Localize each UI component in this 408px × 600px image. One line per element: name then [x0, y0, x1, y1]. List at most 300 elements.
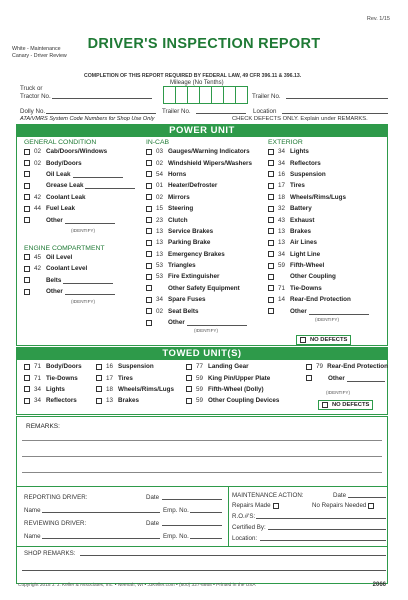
location-field[interactable]	[282, 113, 388, 114]
item-label: Other	[168, 319, 185, 327]
item-code: 13	[156, 227, 164, 235]
item-label: Cab/Doors/Windows	[46, 148, 108, 156]
reviewing-date-field[interactable]	[162, 525, 222, 526]
item-code: 23	[156, 216, 164, 224]
item-checkbox[interactable]	[146, 285, 152, 291]
item-label: Coolant Leak	[46, 193, 86, 201]
item-code: 53	[156, 273, 164, 281]
in-cab-list	[146, 146, 266, 328]
item-checkbox[interactable]	[186, 364, 192, 370]
item-label: Grease Leak	[46, 182, 84, 190]
reporting-name-field[interactable]	[42, 512, 160, 513]
item-checkbox[interactable]	[146, 171, 152, 177]
item-label: Horns	[168, 170, 187, 178]
item-checkbox[interactable]	[146, 320, 152, 326]
reviewing-name-label: Name	[24, 533, 41, 540]
item-checkbox[interactable]	[306, 375, 312, 381]
general-condition-header: GENERAL CONDITION	[24, 139, 97, 146]
item-code: 14	[278, 296, 286, 304]
checklist-item[interactable]	[96, 384, 186, 395]
checklist-item[interactable]	[268, 180, 386, 191]
checklist-item[interactable]	[146, 192, 266, 203]
item-label: Service Brakes	[168, 227, 214, 235]
towed-column-4	[306, 361, 388, 384]
item-code: 79	[316, 363, 324, 371]
item-code: 45	[34, 253, 42, 261]
item-checkbox[interactable]	[146, 308, 152, 314]
item-fill-line[interactable]	[347, 375, 385, 382]
maintenance-divider	[228, 486, 229, 546]
item-fill-line[interactable]	[63, 277, 113, 284]
shop-remarks-field-2[interactable]	[22, 570, 386, 571]
item-code: 43	[278, 216, 286, 224]
reviewing-emp-field[interactable]	[190, 538, 222, 539]
mileage-boxes[interactable]	[163, 86, 248, 104]
copy-canary: Canary - Driver Review	[12, 53, 67, 59]
item-checkbox[interactable]	[268, 160, 274, 166]
item-label: Other	[46, 216, 63, 224]
item-checkbox[interactable]	[24, 206, 30, 212]
item-fill-line[interactable]	[85, 182, 135, 189]
checklist-item[interactable]	[146, 146, 266, 157]
item-code: 17	[106, 374, 114, 382]
item-code: 13	[156, 250, 164, 258]
exterior-column	[268, 139, 386, 322]
trailer-no-field[interactable]	[286, 98, 388, 99]
checklist-item[interactable]	[268, 283, 386, 294]
general-condition-list	[24, 146, 142, 226]
checklist-item[interactable]	[24, 286, 142, 297]
checklist-item[interactable]	[146, 283, 266, 294]
item-checkbox[interactable]	[24, 194, 30, 200]
item-label: Other	[290, 307, 307, 315]
checklist-item[interactable]	[186, 372, 304, 383]
item-code: 59	[196, 397, 204, 405]
item-label: Tie-Downs	[46, 374, 78, 382]
in-cab-column	[146, 139, 266, 333]
checklist-item[interactable]	[268, 169, 386, 180]
item-code: 18	[106, 385, 114, 393]
item-label: Fire Extinguisher	[168, 273, 220, 281]
item-code: 71	[278, 284, 286, 292]
item-code: 16	[278, 170, 286, 178]
checklist-item[interactable]	[146, 180, 266, 191]
item-checkbox[interactable]	[146, 274, 152, 280]
item-code: 02	[156, 159, 164, 167]
checklist-item[interactable]	[268, 294, 386, 305]
reporting-emp-label: Emp. No.	[163, 507, 189, 514]
checklist-item[interactable]	[24, 252, 142, 263]
reviewing-date-label: Date	[146, 520, 160, 527]
item-code: 13	[106, 397, 114, 405]
item-label: Body/Doors	[46, 159, 82, 167]
checklist-item[interactable]	[268, 260, 386, 271]
checklist-item[interactable]	[24, 372, 98, 383]
ro-field[interactable]	[256, 518, 386, 519]
item-label: Tie-Downs	[290, 284, 322, 292]
tractor-no-label: Tractor No.	[20, 93, 51, 100]
item-code: 02	[156, 193, 164, 201]
mileage-label: Mileage (No Tenths)	[170, 80, 224, 86]
item-code: 77	[196, 363, 204, 371]
item-code: 02	[34, 159, 42, 167]
checklist-item[interactable]	[268, 214, 386, 225]
item-fill-line[interactable]	[309, 308, 369, 315]
checklist-item[interactable]	[146, 305, 266, 316]
item-code: 71	[34, 374, 42, 382]
shop-remarks-field-1[interactable]	[80, 555, 386, 556]
item-checkbox[interactable]	[268, 285, 274, 291]
item-checkbox[interactable]	[146, 240, 152, 246]
checklist-item[interactable]	[268, 203, 386, 214]
in-cab-identify: (IDENTIFY)	[194, 328, 218, 334]
item-label: Other Safety Equipment	[168, 284, 240, 292]
reviewing-name-field[interactable]	[42, 538, 160, 539]
remarks-line-3[interactable]	[22, 472, 382, 473]
checklist-item[interactable]	[146, 294, 266, 305]
trailer-no2-label: Trailer No.	[162, 108, 191, 115]
item-checkbox[interactable]	[268, 183, 274, 189]
checklist-item[interactable]	[186, 384, 304, 395]
item-checkbox[interactable]	[96, 375, 102, 381]
checklist-item[interactable]	[96, 372, 186, 383]
item-code: 13	[278, 239, 286, 247]
item-checkbox[interactable]	[24, 160, 30, 166]
item-label: Heater/Defroster	[168, 182, 218, 190]
item-label: Belts	[46, 276, 62, 284]
item-code: 59	[278, 262, 286, 270]
item-code: 15	[156, 205, 164, 213]
item-code: 59	[196, 385, 204, 393]
item-checkbox[interactable]	[268, 194, 274, 200]
copyright: Copyright 2015 J. J. Keller & Associates, Inc. • Neenah, WI • JJKeller.com • (800) 327-6868 • Printed in the USA	[18, 583, 256, 588]
item-code: 54	[156, 170, 164, 178]
item-checkbox[interactable]	[268, 149, 274, 155]
item-label: Suspension	[290, 170, 326, 178]
general-identify: (IDENTIFY)	[71, 227, 95, 233]
checklist-item[interactable]	[24, 263, 142, 274]
checklist-item[interactable]	[186, 395, 304, 406]
towed-column-3	[186, 361, 304, 407]
item-checkbox[interactable]	[24, 364, 30, 370]
location-label: Location	[253, 108, 277, 115]
reporting-date-field[interactable]	[162, 499, 222, 500]
item-label: Other Coupling Devices	[208, 397, 280, 405]
item-checkbox[interactable]	[24, 171, 30, 177]
no-repairs-option[interactable]: No Repairs Needed	[312, 502, 378, 509]
towed-column-2	[96, 361, 186, 407]
item-checkbox[interactable]	[24, 254, 30, 260]
item-code: 34	[278, 159, 286, 167]
item-code: 01	[156, 182, 164, 190]
item-label: Fuel Leak	[46, 205, 76, 213]
checklist-item[interactable]	[24, 146, 142, 157]
checklist-item[interactable]	[306, 361, 388, 372]
checklist-item[interactable]	[146, 214, 266, 225]
item-checkbox[interactable]	[268, 240, 274, 246]
checklist-item[interactable]	[24, 192, 142, 203]
item-label: Mirrors	[168, 193, 190, 201]
defects-note: CHECK DEFECTS ONLY. Explain under REMARKS.	[232, 116, 368, 122]
trailer-no2-field[interactable]	[196, 113, 246, 114]
checklist-item[interactable]	[24, 157, 142, 168]
checklist-item[interactable]	[24, 180, 142, 191]
item-checkbox[interactable]	[24, 266, 30, 272]
item-fill-line[interactable]	[187, 319, 247, 326]
item-label: Exhaust	[290, 216, 315, 224]
item-code: 34	[34, 397, 42, 405]
certified-by-field[interactable]	[268, 529, 386, 530]
item-label: Landing Gear	[208, 363, 249, 371]
item-checkbox[interactable]	[268, 171, 274, 177]
repairs-made-checkbox[interactable]	[273, 503, 279, 509]
item-checkbox[interactable]	[96, 398, 102, 404]
item-code: 02	[156, 307, 164, 315]
item-fill-line[interactable]	[65, 288, 115, 295]
ro-label: R.O.#'S:	[232, 513, 256, 520]
engine-compartment-list	[24, 252, 142, 298]
form-number: 2066	[372, 582, 386, 588]
ata-note: ATA/VMRS System Code Numbers for Shop Use Only	[20, 116, 155, 122]
item-code: 13	[278, 227, 286, 235]
item-checkbox[interactable]	[146, 297, 152, 303]
item-checkbox[interactable]	[268, 217, 274, 223]
exterior-list	[268, 146, 386, 317]
maintenance-location-field[interactable]	[260, 540, 386, 541]
form-title: DRIVER'S INSPECTION REPORT	[87, 36, 321, 52]
checklist-item[interactable]	[186, 361, 304, 372]
item-label: Fifth-Wheel (Dolly)	[208, 385, 264, 393]
power-unit-no-defects[interactable]: NO DEFECTS	[296, 335, 351, 345]
reporting-name-label: Name	[24, 507, 41, 514]
checklist-item[interactable]	[146, 237, 266, 248]
checklist-item[interactable]	[306, 372, 388, 383]
item-code: 34	[34, 385, 42, 393]
item-label: Steering	[168, 205, 194, 213]
item-checkbox[interactable]	[24, 375, 30, 381]
reviewing-emp-label: Emp. No.	[163, 533, 189, 540]
checklist-item[interactable]	[146, 317, 266, 328]
no-defects-checkbox[interactable]	[300, 337, 306, 343]
checklist-item[interactable]	[146, 271, 266, 282]
power-unit-title: POWER UNIT	[16, 124, 388, 137]
revision-label: Rev. 1/15	[366, 16, 390, 22]
shop-remarks-label: SHOP REMARKS:	[24, 550, 76, 557]
checklist-item[interactable]	[146, 226, 266, 237]
item-checkbox[interactable]	[146, 217, 152, 223]
item-label: Emergency Brakes	[168, 250, 225, 258]
item-checkbox[interactable]	[24, 277, 30, 283]
item-code: 59	[196, 374, 204, 382]
item-label: Body/Doors	[46, 363, 82, 371]
trailer-no-label: Trailer No.	[252, 93, 281, 100]
checklist-item[interactable]	[96, 361, 186, 372]
item-checkbox[interactable]	[146, 160, 152, 166]
item-label: Battery	[290, 205, 312, 213]
item-code: 71	[34, 363, 42, 371]
checklist-item[interactable]	[268, 271, 386, 282]
compliance-note: COMPLETION OF THIS REPORT REQUIRED BY FEDERAL LAW, 49 CFR 396.11 & 396.13.	[84, 73, 302, 79]
item-code: 44	[34, 205, 42, 213]
item-label: Lights	[290, 148, 309, 156]
truck-label: Truck or	[20, 85, 43, 92]
remarks-label: REMARKS:	[26, 423, 60, 430]
checklist-item[interactable]	[24, 361, 98, 372]
checklist-item[interactable]	[146, 260, 266, 271]
item-label: Other	[46, 288, 63, 296]
item-label: Triangles	[168, 262, 196, 270]
tractor-no-field[interactable]	[52, 98, 152, 99]
checklist-item[interactable]	[146, 169, 266, 180]
item-code: 03	[156, 148, 164, 156]
item-label: Rear-End Protection	[290, 296, 351, 304]
checklist-item[interactable]	[268, 237, 386, 248]
checklist-item[interactable]	[146, 203, 266, 214]
item-label: Rear-End Protection	[327, 363, 388, 371]
item-code: 34	[278, 148, 286, 156]
checklist-item[interactable]	[268, 249, 386, 260]
item-checkbox[interactable]	[146, 183, 152, 189]
checklist-item[interactable]	[24, 275, 142, 286]
item-code: 34	[278, 250, 286, 258]
item-checkbox[interactable]	[146, 206, 152, 212]
maintenance-location-label: Location:	[232, 535, 258, 542]
item-checkbox[interactable]	[186, 398, 192, 404]
checklist-item[interactable]	[24, 203, 142, 214]
item-checkbox[interactable]	[146, 194, 152, 200]
item-fill-line[interactable]	[65, 217, 115, 224]
checklist-item[interactable]	[268, 226, 386, 237]
checklist-item[interactable]	[146, 249, 266, 260]
item-checkbox[interactable]	[146, 251, 152, 257]
item-checkbox[interactable]	[146, 263, 152, 269]
towed-column-1	[24, 361, 98, 407]
item-checkbox[interactable]	[24, 217, 30, 223]
item-label: Coolant Level	[46, 265, 88, 273]
checklist-item[interactable]	[24, 169, 142, 180]
item-label: Brakes	[118, 397, 140, 405]
item-checkbox[interactable]	[146, 149, 152, 155]
item-label: Lights	[46, 385, 65, 393]
exterior-header: EXTERIOR	[268, 139, 303, 146]
item-checkbox[interactable]	[96, 364, 102, 370]
item-code: 53	[156, 262, 164, 270]
item-checkbox[interactable]	[268, 308, 274, 314]
item-code: 18	[278, 193, 286, 201]
maintenance-action-label: MAINTENANCE ACTION:	[232, 492, 304, 499]
item-label: Parking Brake	[168, 239, 211, 247]
shop-remarks-divider	[16, 546, 388, 547]
dolly-no-label: Dolly No.	[20, 108, 46, 115]
checklist-item[interactable]	[268, 305, 386, 316]
checklist-item[interactable]	[24, 214, 142, 225]
item-checkbox[interactable]	[24, 289, 30, 295]
checklist-item[interactable]	[24, 384, 98, 395]
towed-no-defects-checkbox[interactable]	[322, 402, 328, 408]
item-checkbox[interactable]	[146, 228, 152, 234]
copy-distribution	[12, 46, 67, 60]
item-fill-line[interactable]	[73, 171, 123, 178]
maintenance-date-field[interactable]	[348, 497, 386, 498]
item-checkbox[interactable]	[24, 183, 30, 189]
item-code: 34	[156, 296, 164, 304]
item-label: Tires	[118, 374, 133, 382]
item-checkbox[interactable]	[24, 398, 30, 404]
item-label: Wheels/Rims/Lugs	[118, 385, 174, 393]
item-code: 17	[278, 182, 286, 190]
item-label: Air Lines	[290, 239, 317, 247]
maintenance-date-label: Date	[333, 492, 347, 499]
remarks-line-2[interactable]	[22, 456, 382, 457]
item-checkbox[interactable]	[24, 149, 30, 155]
item-checkbox[interactable]	[306, 364, 312, 370]
repairs-made-option[interactable]: Repairs Made	[232, 502, 283, 509]
item-code: 13	[156, 239, 164, 247]
no-repairs-checkbox[interactable]	[368, 503, 374, 509]
item-label: Brakes	[290, 227, 312, 235]
item-label: Other	[328, 374, 345, 382]
item-label: King Pin/Upper Plate	[208, 374, 271, 382]
item-checkbox[interactable]	[268, 206, 274, 212]
checklist-item[interactable]	[24, 395, 98, 406]
item-checkbox[interactable]	[96, 386, 102, 392]
item-checkbox[interactable]	[268, 297, 274, 303]
towed-identify: (IDENTIFY)	[326, 390, 350, 395]
item-code: 32	[278, 205, 286, 213]
item-label: Oil Leak	[46, 170, 71, 178]
certified-by-label: Certified By:	[232, 524, 266, 531]
item-label: Gauges/Warning Indicators	[168, 148, 250, 156]
item-label: Spare Fuses	[168, 296, 206, 304]
item-label: Other Coupling	[290, 273, 336, 281]
copy-white: White - Maintenance	[12, 46, 61, 52]
engine-compartment-header: ENGINE COMPARTMENT	[24, 244, 105, 252]
towed-units-title: TOWED UNIT(S)	[16, 347, 388, 360]
item-checkbox[interactable]	[24, 386, 30, 392]
item-checkbox[interactable]	[268, 228, 274, 234]
item-label: Reflectors	[46, 397, 77, 405]
item-label: Oil Level	[46, 253, 73, 261]
reporting-emp-field[interactable]	[190, 512, 222, 513]
item-checkbox[interactable]	[268, 251, 274, 257]
in-cab-header: IN-CAB	[146, 139, 170, 146]
item-label: Suspension	[118, 363, 154, 371]
remarks-line-1[interactable]	[22, 440, 382, 441]
item-code: 02	[34, 148, 42, 156]
checklist-item[interactable]	[268, 192, 386, 203]
item-label: Tires	[290, 182, 305, 190]
item-checkbox[interactable]	[268, 263, 274, 269]
general-condition-column	[24, 139, 142, 304]
item-code: 42	[34, 265, 42, 273]
checklist-item[interactable]	[146, 157, 266, 168]
item-code: 16	[106, 363, 114, 371]
item-checkbox[interactable]	[186, 386, 192, 392]
item-code: 42	[34, 193, 42, 201]
dolly-no-field[interactable]	[46, 113, 156, 114]
checklist-item[interactable]	[268, 146, 386, 157]
item-label: Fifth-Wheel	[290, 262, 325, 270]
item-checkbox[interactable]	[268, 274, 274, 280]
towed-no-defects[interactable]: NO DEFECTS	[318, 400, 373, 410]
checklist-item[interactable]	[268, 157, 386, 168]
item-checkbox[interactable]	[186, 375, 192, 381]
item-label: Seat Belts	[168, 307, 199, 315]
item-label: Wheels/Rims/Lugs	[290, 193, 346, 201]
item-label: Light Line	[290, 250, 321, 258]
checklist-item[interactable]	[96, 395, 186, 406]
engine-identify: (IDENTIFY)	[71, 299, 95, 305]
